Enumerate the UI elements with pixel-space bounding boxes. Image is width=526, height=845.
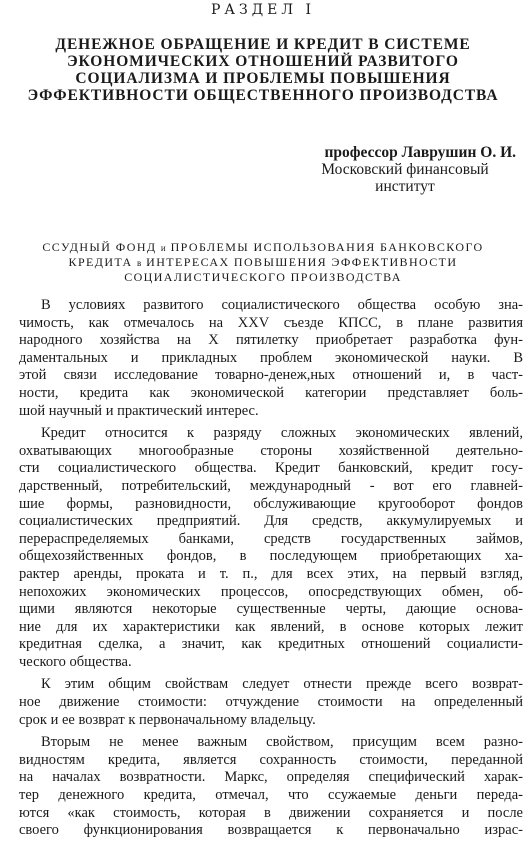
paragraph [19,676,523,729]
article-title [0,240,526,284]
author-name: профессор Лаврушин О. И. [324,144,516,161]
text-line: К этим общим свойствам следует отнести прежде всего возврат- [41,676,523,693]
affiliation-line: институт [375,178,435,195]
article-title-line: СОЦИАЛИСТИЧЕСКОГО ПРОИЗВОДСТВА [124,270,402,284]
main-title [0,36,526,104]
text-line: своего функционирования возвращается к первоначально израс- [19,822,523,839]
main-title-line: ДЕНЕЖНОЕ ОБРАЩЕНИЕ И КРЕДИТ В СИСТЕМЕ [55,36,471,53]
article-title-text: ПРОБЛЕМЫ ИСПОЛЬЗОВАНИЯ БАНКОВСКОГО [170,240,484,254]
text-line: шой научный и практический интерес. [19,402,259,419]
text-line: ются «как стоимость, которая в движении сохраняется и после [19,804,523,821]
author-block [294,144,516,195]
text-line: Вторым не менее важным свойством, присущим всем разно- [41,734,523,751]
text-line: кредитная сделка, а значит, как кредитных отношений социалисти- [19,636,523,653]
article-title-line [0,255,526,270]
article-body [19,297,523,845]
section-label: РАЗДЕЛ I [210,2,315,18]
text-line: чимость, как отмечалось на XXV съезде КПСС, в плане развития [19,314,523,331]
text-line: шие формы, разновидности, обслуживающие кругооборот фондов [19,495,523,512]
text-line: социалистических предприятий. Для средств, аккумулируемых и [19,513,523,530]
text-line: непохожих экономических процессов, опосредствующих обмен, об- [19,583,523,600]
text-line: даментальных и прикладных проблем экономической науки. В [19,349,523,366]
article-title-conjunction: и [160,243,167,253]
main-title-line: ЭКОНОМИЧЕСКИХ ОТНОШЕНИЙ РАЗВИТОГО [67,53,459,70]
article-title-text: ИНТЕРЕСАХ ПОВЫШЕНИЯ ЭФФЕКТИВНОСТИ [146,255,458,269]
text-line: дарственный, потребительский, международный - вот его главней- [19,477,523,494]
text-line: видностям кредита, является сохранность стоимости, переданной [19,751,523,768]
text-line: народного хозяйства на X пятилетку приобретает разработка фун- [19,332,523,349]
article-title-line [0,240,526,255]
paragraph [19,297,523,420]
author-affiliation [294,161,516,195]
text-line: этой связи исследование товарно-денеж,ных отношений и, в част- [19,367,523,384]
text-line: срок и ее возврат к первоначальному владельцу. [19,711,316,728]
paragraph [19,425,523,671]
text-line: щими являются некоторые существенные черты, дающие основа- [19,601,523,618]
main-title-line: ЭФФЕКТИВНОСТИ ОБЩЕСТВЕННОГО ПРОИЗВОДСТВА [27,87,499,104]
article-title-text: КРЕДИТА [68,255,133,269]
text-line: ное движение стоимости: отчуждение стоимости на определенный [19,694,523,711]
text-line: рактер аренды, проката и т. п., для всех этих, на первый взгляд, [19,565,523,582]
text-line: тер денежного кредита, отмечал, что ссужаемые деньги переда- [19,787,523,804]
text-line: охватывающих многообразные стороны хозяйственной деятельно- [19,442,523,459]
text-line: на началах возвратности. Маркс, определяя специфический харак- [19,769,523,786]
text-line: ности, кредита как экономической категории представляет боль- [19,384,523,401]
text-line: перераспределяемых банками, средств государственных займов, [19,530,523,547]
affiliation-line: Московский финансовый [321,161,489,178]
text-line: Кредит относится к разряду сложных экономических явлений, [41,425,523,442]
text-line: сти социалистического общества. Кредит банковский, кредит госу- [19,460,523,477]
main-title-line: СОЦИАЛИЗМА И ПРОБЛЕМЫ ПОВЫШЕНИЯ [75,70,451,87]
text-line: В условиях развитого социалистического общества особую зна- [41,297,523,313]
text-line: ческого общества. [19,653,132,670]
text-line: ние для их характеристики как явлений, в основе которых лежит [19,618,523,635]
article-title-text: ССУДНЫЙ ФОНД [42,240,157,254]
paragraph [19,734,523,840]
text-line: общехозяйственных фондов, в последующем приобретающих ха- [19,548,523,565]
article-title-preposition: в [137,258,142,268]
